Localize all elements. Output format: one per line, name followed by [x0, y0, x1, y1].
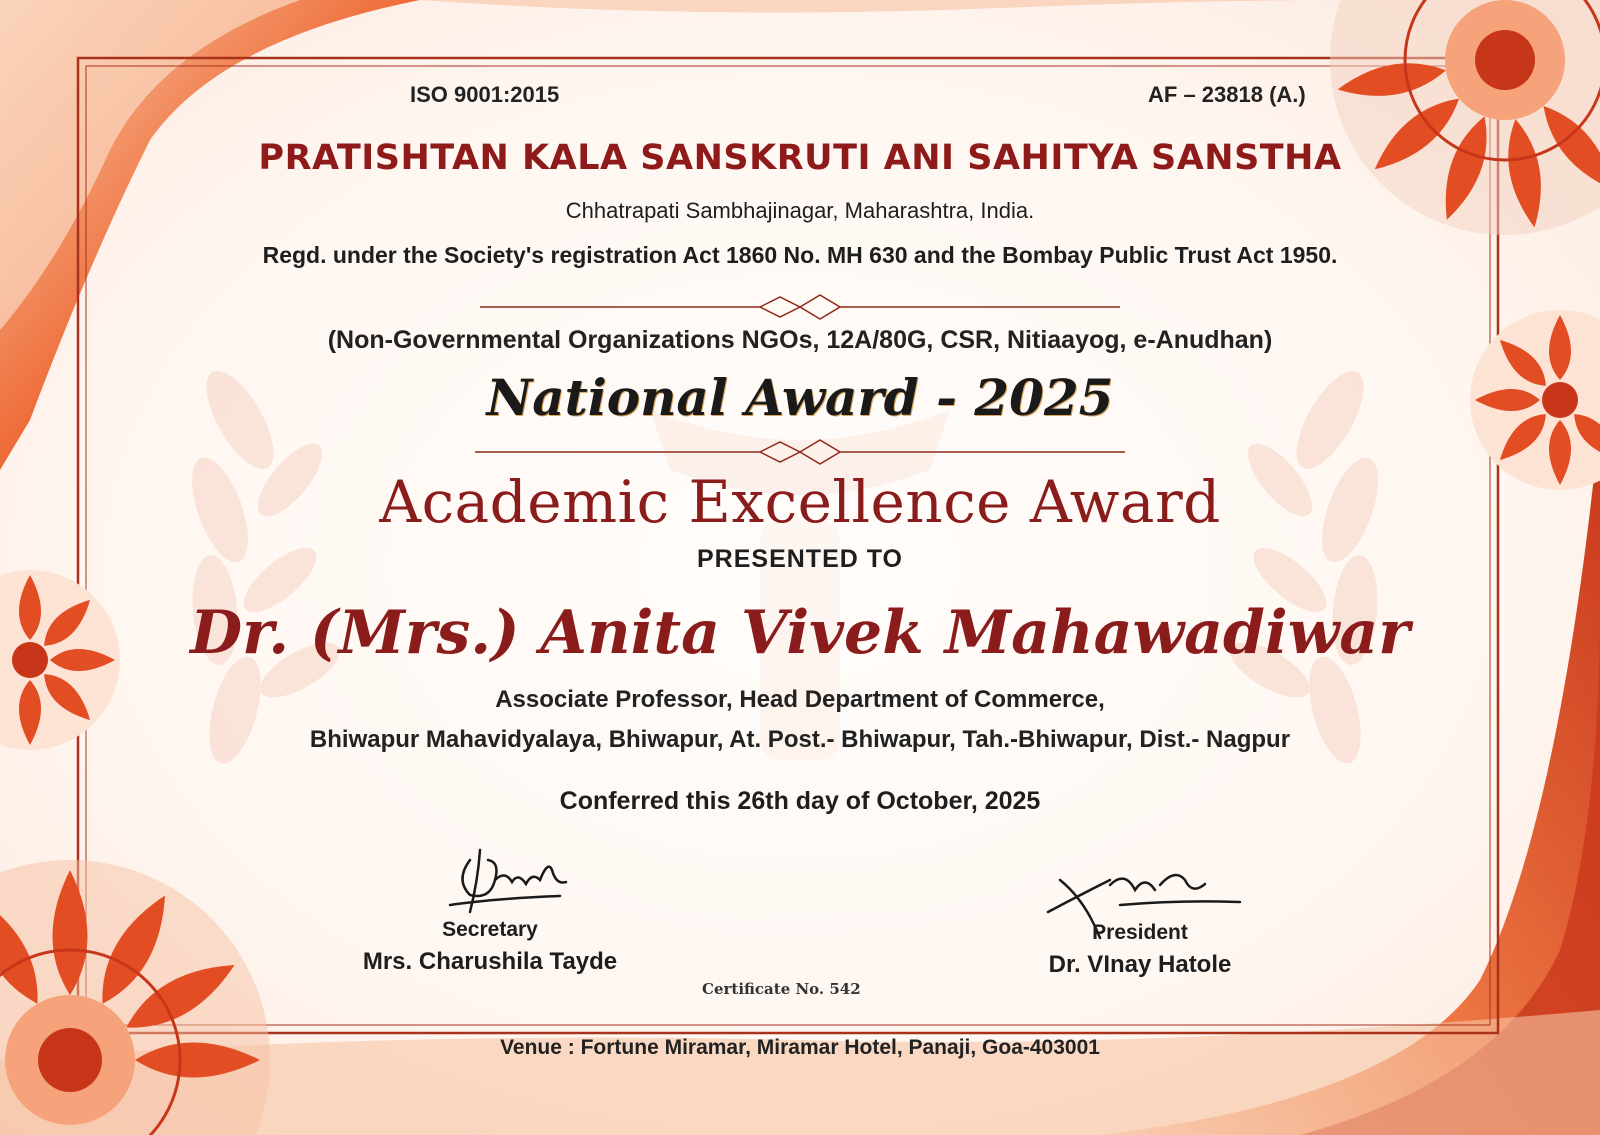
national-award-title: National Award - 2025: [486, 368, 1114, 427]
organization-name: PRATISHTAN KALA SANSKRUTI ANI SAHITYA SANSTHA: [258, 138, 1342, 178]
secretary-title: Secretary: [442, 918, 538, 941]
registration-details: Regd. under the Society's registration Act 1860 No. MH 630 and the Bombay Public Trust Act 1950.: [262, 242, 1338, 268]
secretary-signature: [450, 850, 566, 912]
iso-certification: ISO 9001:2015: [410, 82, 560, 107]
ngo-details: (Non-Governmental Organizations NGOs, 12A/80G, CSR, Nitiaayog, e-Anudhan): [327, 326, 1273, 354]
president-title: President: [1092, 921, 1188, 944]
ornament-divider-top: [480, 295, 1120, 319]
secretary-block: [330, 918, 650, 976]
recipient-name: Dr. (Mrs.) Anita Vivek Mahawadiwar: [190, 598, 1410, 668]
organization-location: Chhatrapati Sambhajinagar, Maharashtra, India.: [565, 198, 1035, 223]
affiliation-number: AF – 23818 (A.): [1148, 82, 1306, 107]
award-title: Academic Excellence Award: [379, 468, 1221, 536]
president-name: Dr. VInay Hatole: [1048, 951, 1232, 978]
presented-to-label: PRESENTED TO: [696, 545, 904, 573]
president-block: [980, 921, 1300, 979]
recipient-designation: Associate Professor, Head Department of Commerce,: [495, 686, 1105, 713]
mandala-bottom-left: [0, 860, 270, 1135]
certificate-number: Certificate No. 542: [702, 980, 861, 998]
conferred-date: Conferred this 26th day of October, 2025: [559, 787, 1041, 815]
secretary-name: Mrs. Charushila Tayde: [362, 948, 618, 975]
venue: Venue : Fortune Miramar, Miramar Hotel, Panaji, Goa-403001: [500, 1036, 1100, 1059]
recipient-institution: Bhiwapur Mahavidyalaya, Bhiwapur, At. Post.- Bhiwapur, Tah.-Bhiwapur, Dist.- Nagpur: [309, 726, 1291, 753]
